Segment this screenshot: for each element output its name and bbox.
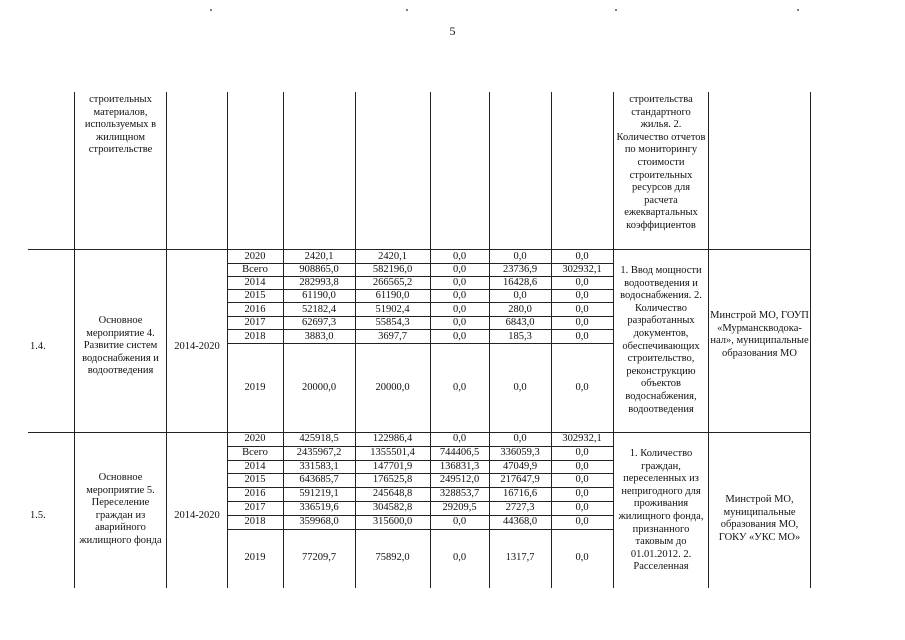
row-number: 1.5. [30,510,46,521]
budget2-cell: 0,0 [452,516,467,527]
budget4-cell: 0,0 [575,447,589,458]
budget4-cell: 0,0 [575,290,589,301]
budget1-cell: 3697,7 [378,331,407,342]
table-border [708,92,709,588]
row-number: 1.4. [30,341,46,352]
budget2-cell: 0,0 [452,552,467,563]
budget4-cell: 0,0 [575,382,589,393]
total-cell: 52182,4 [301,304,337,315]
budget1-cell: 20000,0 [375,382,410,393]
budget2-cell: 0,0 [452,264,467,275]
total-cell: 331583,1 [299,461,339,472]
year-cell: 2019 [244,382,266,393]
budget3-cell: 0,0 [513,290,527,301]
year-cell: 2015 [244,290,266,301]
year-cell: 2016 [244,304,266,315]
total-cell: 77209,7 [301,552,337,563]
total-cell: 359968,0 [299,516,339,527]
budget3-cell: 0,0 [513,382,527,393]
budget2-cell: 0,0 [452,331,467,342]
table-border [613,92,614,588]
continued-indicator: строительства стандартного жилья. 2. Количество отчетов по мониторингу стоимости строительных ресурсов для расчета ежеквартальных коэффициентов [616,94,706,231]
budget2-cell: 0,0 [452,290,467,301]
budget3-cell: 47049,9 [502,461,538,472]
budget2-cell: 0,0 [452,251,467,262]
table-border [166,92,167,588]
table-border [74,92,75,588]
budget1-cell: 1355501,4 [370,447,415,458]
budget1-cell: 61190,0 [375,290,410,301]
budget4-cell: 0,0 [575,474,589,485]
table-border [810,92,811,588]
budget3-cell: 280,0 [508,304,532,315]
total-cell: 61190,0 [302,290,336,301]
budget1-cell: 51902,4 [375,304,410,315]
budget2-cell: 249512,0 [439,474,480,485]
budget4-cell: 0,0 [575,304,589,315]
budget1-cell: 122986,4 [372,433,413,444]
row-period: 2014-2020 [174,341,220,352]
year-cell: 2018 [244,516,266,527]
budget2-cell: 0,0 [452,304,467,315]
total-cell: 282993,8 [299,277,339,288]
budget1-cell: 582196,0 [372,264,413,275]
budget2-cell: 0,0 [452,277,467,288]
budget2-cell: 328853,7 [439,488,480,499]
year-cell: Всего [242,264,268,275]
budget3-cell: 217647,9 [500,474,540,485]
budget1-cell: 266565,2 [372,277,413,288]
budget1-cell: 176525,8 [372,474,413,485]
budget3-cell: 23736,9 [502,264,538,275]
budget3-cell: 0,0 [513,251,527,262]
page-number: 5 [449,24,456,38]
budget1-cell: 75892,0 [375,552,410,563]
year-cell: 2019 [244,552,266,563]
budget2-cell: 136831,3 [439,461,480,472]
year-cell: 2015 [244,474,266,485]
row-period: 2014-2020 [174,510,220,521]
budget4-cell: 0,0 [575,552,589,563]
total-cell: 643685,7 [299,474,339,485]
budget2-cell: 0,0 [452,317,467,328]
row-indicator: 1. Ввод мощности водоотведения и водоснабжения. 2. Количество разработанных документов, обеспечивающих строительство, реконструкцию объектов водоснабжения, водоотведения [620,265,702,415]
year-cell: 2014 [244,277,266,288]
row-name: Основное мероприятие 5. Переселение граждан из аварийного жилищного фонда [79,472,162,546]
year-cell: Всего [242,447,268,458]
year-cell: 2020 [244,251,266,262]
year-cell: 2017 [244,317,266,328]
year-row-line [227,343,613,344]
year-cell: 2017 [244,502,266,513]
year-cell: 2018 [244,331,266,342]
total-cell: 62697,3 [301,317,337,328]
year-cell: 2020 [244,433,266,444]
budget4-cell: 0,0 [575,488,589,499]
row-name: Основное мероприятие 4. Развитие систем водоснабжения и водоотведения [82,315,159,377]
budget1-cell: 315600,0 [372,516,413,527]
budget2-cell: 29209,5 [442,502,477,513]
budget4-cell: 0,0 [575,317,589,328]
budget4-cell: 0,0 [575,277,589,288]
budget3-cell: 336059,3 [500,447,540,458]
budget4-cell: 0,0 [575,502,589,513]
total-cell: 591219,1 [299,488,339,499]
row-executor: Минстрой МО, муниципальные образования МО, ГОКУ «УКС МО» [718,494,801,543]
budget3-cell: 6843,0 [505,317,535,328]
budget4-cell: 0,0 [575,516,589,527]
budget1-cell: 147701,9 [372,461,413,472]
budget3-cell: 16716,6 [502,488,538,499]
budget1-cell: 304582,8 [372,502,413,513]
budget2-cell: 0,0 [452,382,467,393]
budget3-cell: 0,0 [513,433,527,444]
budget1-cell: 245648,8 [372,488,413,499]
year-cell: 2014 [244,461,266,472]
total-cell: 3883,0 [304,331,334,342]
total-cell: 20000,0 [301,382,337,393]
row-separator [28,249,811,250]
budget4-cell: 302932,1 [562,433,602,444]
year-row-line [227,529,613,530]
total-cell: 425918,5 [299,433,339,444]
budget4-cell: 302932,1 [562,264,602,275]
budget3-cell: 16428,6 [502,277,538,288]
budget3-cell: 1317,7 [505,552,535,563]
year-cell: 2016 [244,488,266,499]
year-row-line [227,329,613,330]
budget4-cell: 0,0 [575,331,589,342]
budget1-cell: 2420,1 [378,251,407,262]
budget3-cell: 44368,0 [502,516,538,527]
budget4-cell: 0,0 [575,251,589,262]
budget2-cell: 744406,5 [439,447,480,458]
row-indicator: 1. Количество граждан, переселенных из непригодного для проживания жилищного фонда, признанного таковым до 01.01.2012. 2. Расселенная [618,448,704,573]
budget3-cell: 2727,3 [505,502,535,513]
row-executor: Минстрой МО, ГОУП «Мурманскводока-нал», муниципальные образования МО [710,310,809,359]
total-cell: 2435967,2 [296,447,342,458]
budget4-cell: 0,0 [575,461,589,472]
total-cell: 2420,1 [304,251,334,262]
budget3-cell: 185,3 [508,331,532,342]
budget1-cell: 55854,3 [375,317,410,328]
total-cell: 908865,0 [299,264,339,275]
continued-name: строительных материалов, используемых в жилищном строительстве [84,94,157,156]
total-cell: 336519,6 [299,502,339,513]
budget2-cell: 0,0 [452,433,467,444]
year-row-line [227,302,613,303]
